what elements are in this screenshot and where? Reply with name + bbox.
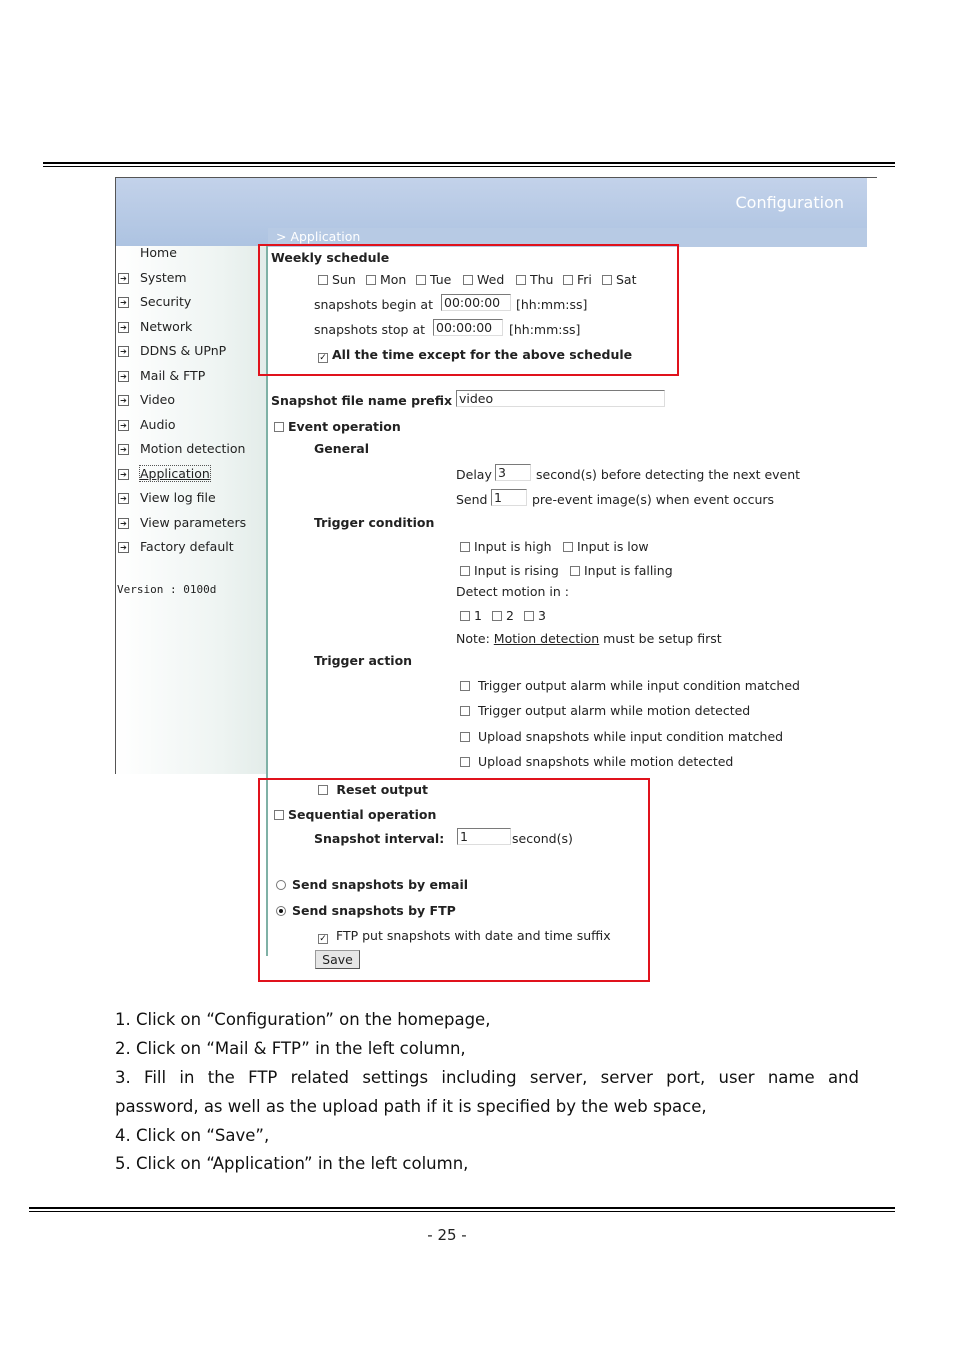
motion-window-3[interactable]: 3 (524, 608, 546, 623)
day-sun[interactable]: Sun (318, 272, 356, 287)
motion-window-2[interactable]: 2 (492, 608, 514, 623)
sidebar-item-label: Audio (140, 417, 176, 432)
checkbox-icon (460, 681, 470, 691)
checkbox-icon (460, 611, 470, 621)
top-rule-thick (43, 162, 895, 164)
checkbox-icon (274, 422, 284, 432)
top-rule-thin (43, 166, 895, 167)
arrow-icon: ➔ (118, 371, 129, 382)
input-low-checkbox[interactable]: Input is low (563, 539, 649, 554)
action-alarm-input[interactable]: Trigger output alarm while input condition matched (460, 678, 800, 693)
sidebar-item-label: Motion detection (140, 441, 246, 456)
ftp-radio[interactable]: Send snapshots by FTP (276, 903, 456, 918)
bottom-rule-thin (29, 1207, 895, 1209)
begin-label: snapshots begin at (314, 297, 433, 312)
delay-input[interactable]: 3 (495, 464, 531, 481)
arrow-icon: ➔ (118, 322, 129, 333)
delay-label: Delay (456, 467, 492, 482)
arrow-icon: ➔ (118, 273, 129, 284)
motion-window-1[interactable]: 1 (460, 608, 482, 623)
interval-input[interactable]: 1 (457, 828, 511, 845)
day-tue[interactable]: Tue (416, 272, 451, 287)
sidebar-item-label: System (140, 270, 187, 285)
action-alarm-motion[interactable]: Trigger output alarm while motion detected (460, 703, 750, 718)
prefix-input[interactable]: video (456, 390, 665, 407)
ftp-suffix-checkbox[interactable]: ✓ FTP put snapshots with date and time suffix (319, 928, 611, 944)
motion-note: Note: Motion detection must be setup first (456, 631, 722, 646)
reset-output-checkbox[interactable]: Reset output (318, 782, 428, 797)
arrow-icon: ➔ (118, 469, 129, 480)
arrow-icon: ➔ (118, 493, 129, 504)
all-time-checkbox[interactable]: ✓ All the time except for the above schedule (319, 347, 633, 363)
day-thu[interactable]: Thu (516, 272, 553, 287)
begin-unit: [hh:mm:ss] (516, 297, 588, 312)
send-label: Send (456, 492, 488, 507)
sidebar-item-label: Network (140, 319, 193, 334)
day-sat[interactable]: Sat (602, 272, 637, 287)
interval-label: Snapshot interval: (314, 831, 445, 846)
trigger-condition-heading: Trigger condition (314, 515, 435, 530)
breadcrumb-text: > Application (276, 229, 361, 244)
arrow-icon: ➔ (118, 542, 129, 553)
sidebar-item-label: Application (140, 466, 210, 481)
checkbox-icon (460, 542, 470, 552)
input-falling-checkbox[interactable]: Input is falling (570, 563, 673, 578)
sidebar-item-label: View log file (140, 490, 216, 505)
checkbox-checked-icon: ✓ (319, 353, 327, 363)
sequential-operation-checkbox[interactable]: Sequential operation (274, 807, 436, 822)
instruction-5: 5. Click on “Application” in the left column, (115, 1154, 469, 1173)
highlight-ftp-delivery (258, 778, 650, 982)
page-number: - 25 - (427, 1226, 467, 1244)
stop-unit: [hh:mm:ss] (509, 322, 581, 337)
checkbox-icon (460, 757, 470, 767)
arrow-icon: ➔ (118, 444, 129, 455)
sidebar-item-label: Security (140, 294, 192, 309)
highlight-weekly-schedule (258, 244, 679, 376)
sidebar-item-label: Factory default (140, 539, 234, 554)
instruction-3a: 3. Fill in the FTP related settings including server, server port, user name and (115, 1068, 859, 1087)
action-upload-motion[interactable]: Upload snapshots while motion detected (460, 754, 733, 769)
day-wed[interactable]: Wed (463, 272, 504, 287)
arrow-icon: ➔ (118, 518, 129, 529)
sidebar-item-label: Video (140, 392, 176, 407)
sidebar-item-home[interactable]: Home (140, 245, 177, 260)
interval-unit: second(s) (512, 831, 573, 846)
prefix-label: Snapshot file name prefix (271, 393, 453, 408)
frame-top (115, 177, 877, 178)
bottom-rule-thick (29, 1211, 895, 1212)
checkbox-icon (460, 732, 470, 742)
weekly-schedule-title: Weekly schedule (271, 250, 390, 265)
day-mon[interactable]: Mon (366, 272, 406, 287)
input-high-checkbox[interactable]: Input is high (460, 539, 552, 554)
event-operation-checkbox[interactable]: Event operation (274, 419, 401, 434)
input-rising-checkbox[interactable]: Input is rising (460, 563, 559, 578)
version-text: Version : 0100d (117, 583, 217, 596)
sidebar-item-label: DDNS & UPnP (140, 343, 227, 358)
arrow-icon: ➔ (118, 395, 129, 406)
sidebar-item-label: Mail & FTP (140, 368, 206, 383)
trigger-action-heading: Trigger action (314, 653, 413, 668)
checkbox-icon (460, 706, 470, 716)
email-radio[interactable]: Send snapshots by email (276, 877, 468, 892)
checkbox-icon (563, 542, 573, 552)
checkbox-icon (524, 611, 534, 621)
day-fri[interactable]: Fri (563, 272, 592, 287)
send-suffix: pre-event image(s) when event occurs (532, 492, 775, 507)
header-title[interactable]: Configuration (735, 193, 844, 212)
delay-suffix: second(s) before detecting the next event (536, 467, 801, 482)
general-heading: General (314, 441, 369, 456)
checkbox-icon (492, 611, 502, 621)
sidebar-item-label: View parameters (140, 515, 247, 530)
stop-label: snapshots stop at (314, 322, 426, 337)
checkbox-icon (570, 566, 580, 576)
arrow-icon: ➔ (118, 346, 129, 357)
detect-motion-label: Detect motion in : (456, 584, 569, 599)
instruction-3b: password, as well as the upload path if it is specified by the web space, (115, 1097, 707, 1116)
instruction-1: 1. Click on “Configuration” on the homepage, (115, 1010, 491, 1029)
send-input[interactable]: 1 (491, 489, 527, 506)
arrow-icon: ➔ (118, 420, 129, 431)
motion-detection-link[interactable]: Motion detection (493, 631, 600, 646)
checkbox-icon (460, 566, 470, 576)
arrow-icon: ➔ (118, 297, 129, 308)
checkbox-checked-icon: ✓ (319, 934, 327, 944)
save-button[interactable]: Save (315, 950, 360, 969)
begin-time-input[interactable]: 00:00:00 (441, 294, 511, 311)
instruction-4: 4. Click on “Save”, (115, 1126, 270, 1145)
action-upload-input[interactable]: Upload snapshots while input condition matched (460, 729, 783, 744)
stop-time-input[interactable]: 00:00:00 (433, 319, 503, 336)
instruction-2: 2. Click on “Mail & FTP” in the left column, (115, 1039, 466, 1058)
